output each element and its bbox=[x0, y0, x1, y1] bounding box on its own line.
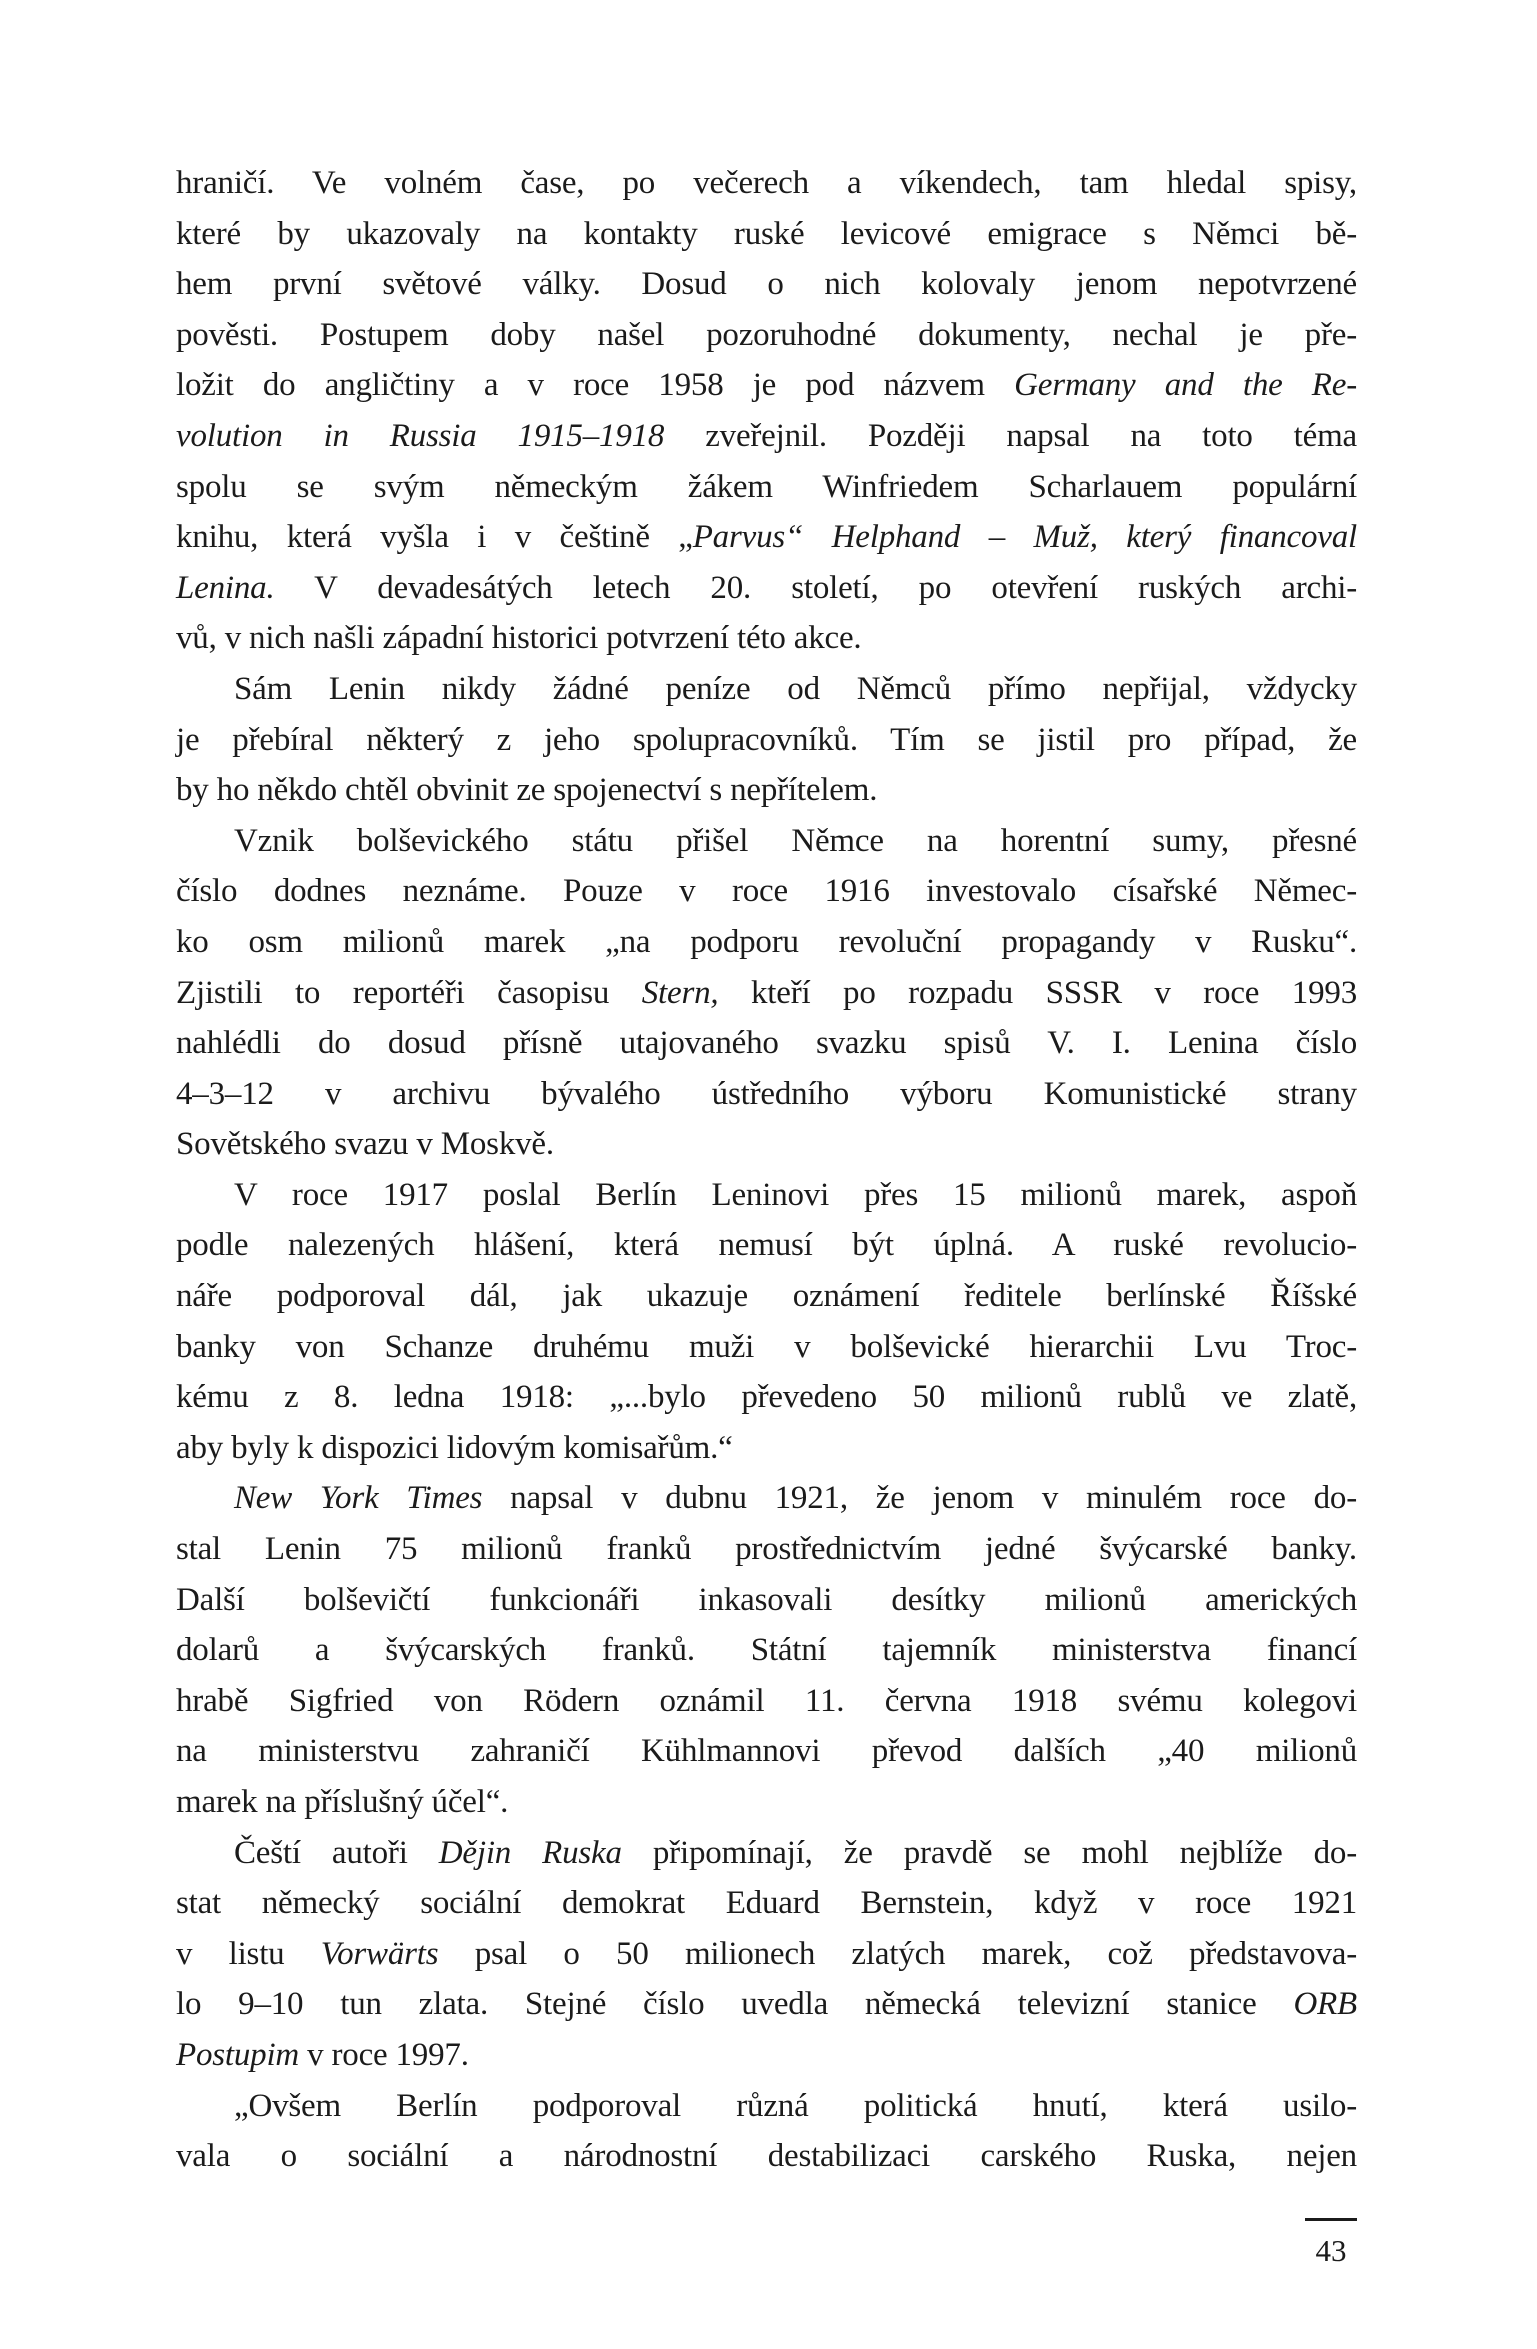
text-line bbox=[176, 613, 1357, 664]
text-line bbox=[176, 360, 1357, 411]
text-line bbox=[176, 1575, 1357, 1626]
text-segment: vala o sociální a národnostní destabilizaci carského Ruska, nejen bbox=[176, 2138, 1357, 2175]
text-line bbox=[176, 1220, 1357, 1271]
page-number: 43 bbox=[1315, 2233, 1347, 2268]
text-line bbox=[176, 968, 1357, 1019]
text-segment: banky von Schanze druhému muži v bolševické hierarchii Lvu Troc- bbox=[176, 1328, 1357, 1365]
page-footer bbox=[1305, 2218, 1357, 2268]
text-line bbox=[176, 2030, 1357, 2081]
italic-text-segment: Postupim bbox=[176, 2036, 300, 2073]
italic-text-segment: Vorwärts bbox=[320, 1935, 439, 1972]
body-text bbox=[176, 158, 1357, 2182]
text-segment: aby byly k dispozici lidovým komisařům.“ bbox=[176, 1429, 733, 1466]
text-segment: číslo dodnes neznáme. Pouze v roce 1916 investovalo císařské Němec- bbox=[176, 873, 1357, 910]
text-line bbox=[176, 715, 1357, 766]
text-segment: pověsti. Postupem doby našel pozoruhodné dokumenty, nechal je pře- bbox=[176, 316, 1357, 353]
text-segment: hrabě Sigfried von Rödern oznámil 11. června 1918 svému kolegovi bbox=[176, 1682, 1357, 1719]
text-segment: hraničí. Ve volném čase, po večerech a víkendech, tam hledal spisy, bbox=[176, 165, 1357, 201]
text-line bbox=[176, 1170, 1357, 1221]
text-segment: nahlédli do dosud přísně utajovaného svazku spisů V. I. Lenina číslo bbox=[176, 1025, 1357, 1062]
text-line bbox=[176, 462, 1357, 513]
text-segment: v listu bbox=[176, 1935, 321, 1972]
text-line bbox=[176, 1018, 1357, 1069]
text-segment: Sám Lenin nikdy žádné peníze od Němců přímo nepřijal, vždycky bbox=[234, 670, 1357, 707]
text-line bbox=[176, 1423, 1357, 1474]
text-segment: knihu, která vyšla i v češtině „ bbox=[176, 519, 693, 556]
text-segment: je přebíral některý z jeho spolupracovníků. Tím se jistil pro případ, že bbox=[176, 721, 1357, 758]
italic-text-segment: Germany and the Re- bbox=[1014, 367, 1357, 404]
text-line bbox=[176, 2131, 1357, 2182]
text-segment: stal Lenin 75 milionů franků prostřednictvím jedné švýcarské banky. bbox=[176, 1531, 1357, 1568]
text-segment: kteří po rozpadu SSSR v roce 1993 bbox=[718, 974, 1358, 1011]
text-segment: Vznik bolševického státu přišel Němce na horentní sumy, přesné bbox=[234, 822, 1357, 859]
text-line bbox=[176, 1322, 1357, 1373]
footer-rule bbox=[1305, 2218, 1357, 2221]
italic-text-segment: Stern, bbox=[641, 974, 719, 1011]
text-segment: vů, v nich našli západní historici potvrzení této akce. bbox=[176, 620, 862, 657]
text-line bbox=[176, 158, 1357, 209]
text-line bbox=[176, 1777, 1357, 1828]
text-line bbox=[176, 1929, 1357, 1980]
text-segment: „Ovšem Berlín podporoval různá politická hnutí, která usilo- bbox=[234, 2087, 1357, 2124]
text-line bbox=[176, 1828, 1357, 1879]
text-segment: na ministerstvu zahraničí Kühlmannovi převod dalších „40 milionů bbox=[176, 1733, 1357, 1770]
text-line bbox=[176, 1676, 1357, 1727]
text-line bbox=[176, 1372, 1357, 1423]
text-segment: 4–3–12 v archivu bývalého ústředního výboru Komunistické strany bbox=[176, 1075, 1357, 1112]
text-segment: Další bolševičtí funkcionáři inkasovali desítky milionů amerických bbox=[176, 1581, 1357, 1618]
text-line bbox=[176, 1119, 1357, 1170]
text-segment: Čeští autoři bbox=[234, 1834, 439, 1871]
italic-text-segment: New York Times bbox=[234, 1480, 483, 1517]
text-segment: které by ukazovaly na kontakty ruské levicové emigrace s Němci bě- bbox=[176, 215, 1357, 252]
text-segment: kému z 8. ledna 1918: „...bylo převedeno 50 milionů rublů ve zlatě, bbox=[176, 1379, 1357, 1416]
text-segment: dolarů a švýcarských franků. Státní tajemník ministerstva financí bbox=[176, 1632, 1357, 1669]
text-segment: Sovětského svazu v Moskvě. bbox=[176, 1126, 554, 1163]
text-line bbox=[176, 563, 1357, 614]
text-segment: marek na příslušný účel“. bbox=[176, 1784, 509, 1820]
text-line bbox=[176, 512, 1357, 563]
text-line bbox=[176, 1271, 1357, 1322]
text-segment: V devadesátých letech 20. století, po otevření ruských archi- bbox=[274, 569, 1357, 606]
text-segment: náře podporoval dál, jak ukazuje oznámení ředitele berlínské Říšské bbox=[176, 1278, 1357, 1315]
text-segment: V roce 1917 poslal Berlín Leninovi přes 15 milionů marek, aspoň bbox=[234, 1176, 1357, 1213]
text-line bbox=[176, 209, 1357, 260]
text-line bbox=[176, 1726, 1357, 1777]
text-line bbox=[176, 1473, 1357, 1524]
text-line bbox=[176, 1878, 1357, 1929]
italic-text-segment: volution in Russia 1915–1918 bbox=[176, 417, 665, 454]
text-segment: spolu se svým německým žákem Winfriedem Scharlauem populární bbox=[176, 468, 1357, 505]
text-segment: napsal v dubnu 1921, že jenom v minulém roce do- bbox=[482, 1480, 1357, 1517]
text-segment: připomínají, že pravdě se mohl nejblíže do- bbox=[621, 1834, 1357, 1871]
text-line bbox=[176, 917, 1357, 968]
text-line bbox=[176, 866, 1357, 917]
text-line bbox=[176, 1524, 1357, 1575]
text-segment: hem první světové války. Dosud o nich kolovaly jenom nepotvrzené bbox=[176, 266, 1357, 303]
text-line bbox=[176, 1625, 1357, 1676]
text-line bbox=[176, 259, 1357, 310]
text-line bbox=[176, 1979, 1357, 2030]
italic-text-segment: ORB bbox=[1293, 1986, 1357, 2023]
text-segment: stat německý sociální demokrat Eduard Bernstein, když v roce 1921 bbox=[176, 1885, 1357, 1922]
text-segment: lo 9–10 tun zlata. Stejné číslo uvedla německá televizní stanice bbox=[176, 1986, 1294, 2023]
text-segment: Zjistili to reportéři časopisu bbox=[176, 974, 642, 1011]
italic-text-segment: Parvus“ Helphand – Muž, který financoval bbox=[692, 519, 1357, 556]
text-line bbox=[176, 664, 1357, 715]
text-line bbox=[176, 816, 1357, 867]
italic-text-segment: Lenina. bbox=[176, 569, 275, 606]
text-segment: ko osm milionů marek „na podporu revoluční propagandy v Rusku“. bbox=[176, 923, 1357, 960]
text-line bbox=[176, 411, 1357, 462]
text-segment: by ho někdo chtěl obvinit ze spojenectví s nepřítelem. bbox=[176, 772, 878, 809]
text-segment: podle nalezených hlášení, která nemusí být úplná. A ruské revolucio- bbox=[176, 1227, 1357, 1264]
text-segment: zveřejnil. Později napsal na toto téma bbox=[664, 417, 1358, 454]
text-line bbox=[176, 310, 1357, 361]
text-segment: ložit do angličtiny a v roce 1958 je pod názvem bbox=[176, 367, 1015, 404]
text-line bbox=[176, 1069, 1357, 1120]
text-line bbox=[176, 765, 1357, 816]
text-segment: v roce 1997. bbox=[299, 2036, 469, 2073]
text-segment: psal o 50 milionech zlatých marek, což představova- bbox=[438, 1935, 1357, 1972]
text-line bbox=[176, 2081, 1357, 2132]
italic-text-segment: Dějin Ruska bbox=[438, 1834, 622, 1871]
